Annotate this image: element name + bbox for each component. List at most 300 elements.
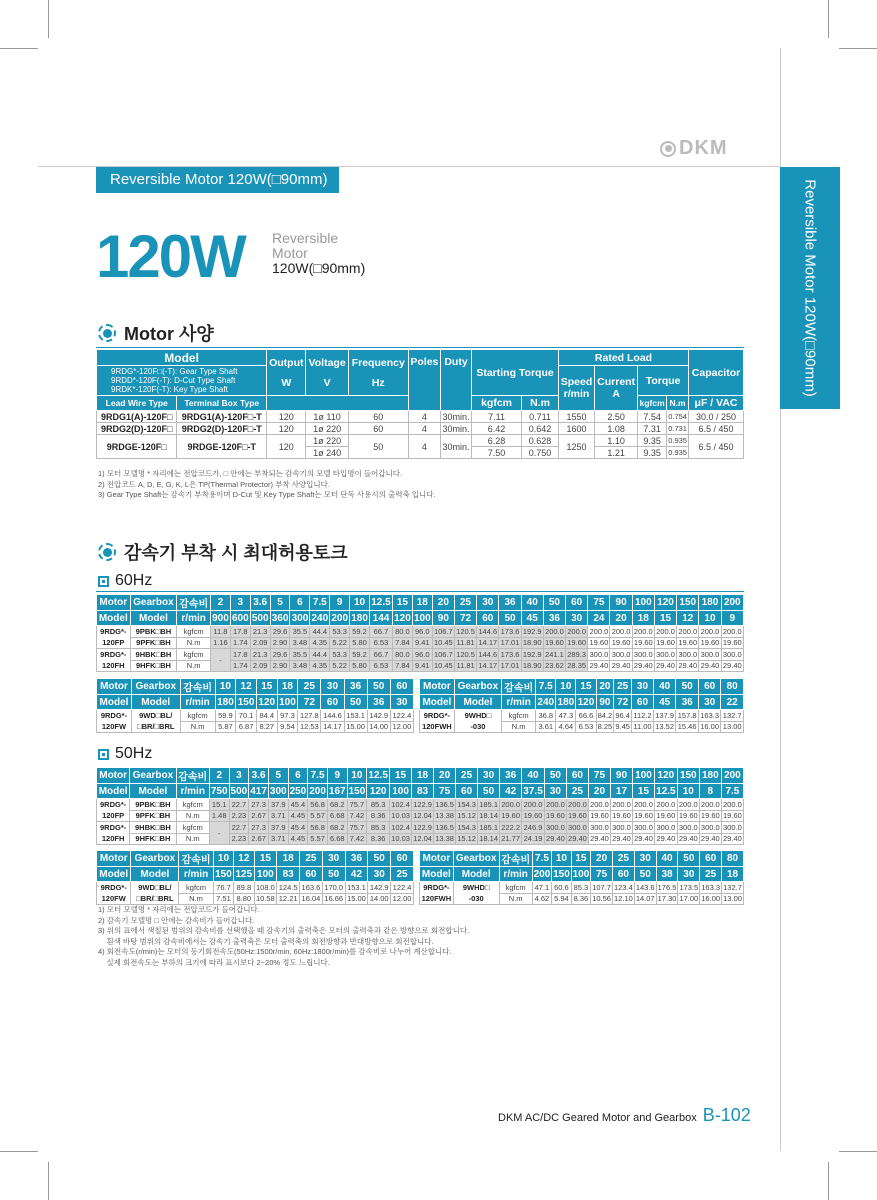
th-rpm-value: 12 [677, 611, 699, 626]
cell: 96.4 [615, 710, 630, 720]
th-rpm-value: 200 [331, 612, 349, 624]
cell: 10.45 [433, 638, 453, 648]
th-ratio-value: 18 [412, 595, 432, 611]
th-ratio-value: 36 [499, 595, 521, 611]
gearbox-model: 9PBK□BH [130, 799, 176, 811]
th-ratio-value: 25 [454, 595, 476, 611]
cell: 59.2 [350, 649, 370, 661]
cell: 137.9 [655, 710, 675, 720]
cell: 17.30 [657, 894, 677, 904]
crop-mark [839, 48, 877, 49]
cell: 200.0 [545, 626, 564, 636]
cell: 59.9 [215, 710, 236, 722]
th-ratio-value: 15 [254, 851, 277, 867]
th-rpm-value: 167 [328, 785, 346, 797]
cell: 8.80 [234, 893, 254, 905]
cell: 37.9 [268, 822, 288, 834]
th-ratio-value: 10 [556, 679, 576, 695]
cell: 246.9 [523, 822, 543, 832]
table-row [97, 637, 744, 649]
cell: 124.5 [278, 882, 298, 892]
cell: 10.45 [433, 661, 453, 671]
th-poles: Poles [408, 350, 440, 411]
cell: 29.40 [656, 834, 676, 844]
cell: 300.0 [589, 649, 609, 659]
th-ratio-value: 12.5 [369, 595, 392, 611]
th-motor: Motor [97, 595, 131, 611]
cell: 19.60 [722, 638, 742, 648]
cell: 13.38 [435, 811, 454, 821]
cell: 144.6 [321, 710, 344, 722]
cell: 10.03 [391, 811, 410, 821]
cell: 3.71 [268, 833, 288, 845]
cell: 15.12 [457, 811, 476, 821]
gearbox-model: 9PFK□BH [130, 810, 176, 822]
th-ratio: 감속비 [176, 768, 209, 784]
cell: 22.7 [229, 822, 249, 834]
cell: 14.17 [478, 638, 498, 648]
th-rpm-value: 180 [351, 612, 368, 624]
th-ratio-value: 100 [632, 595, 654, 611]
cell: 47.1 [532, 882, 552, 894]
cell: 300.0 [590, 822, 609, 832]
cell: 153.1 [347, 882, 366, 892]
cell: 19.60 [700, 638, 720, 648]
th-duty: Duty [440, 350, 471, 411]
th-rpm-value: 200 [533, 868, 551, 880]
th-rpm-value: 120 [258, 696, 276, 708]
th-ratio-value: 25 [300, 851, 323, 867]
cell: 5.57 [308, 810, 328, 822]
cell: 143.6 [635, 882, 655, 892]
cell: 123.4 [614, 882, 633, 892]
unit-kgfcm: kgfcm [180, 710, 215, 722]
cell: 19.60 [700, 811, 720, 821]
cell: 56.8 [308, 799, 328, 811]
cell: 6.53 [369, 637, 392, 649]
cell: 17.8 [230, 626, 250, 638]
cell: 8.36 [571, 893, 591, 905]
th-rpm-value: 100 [254, 867, 277, 882]
cell: 106.7 [433, 649, 453, 659]
cell: 153.1 [344, 710, 367, 722]
cell: 11.81 [456, 638, 475, 648]
table-row [97, 799, 744, 811]
cell: 22.7 [229, 799, 249, 811]
gearbox-model: 9WHD□ -030 [453, 882, 499, 905]
cell: 16.00 [700, 722, 720, 732]
th-ratio-value: 30 [632, 679, 654, 695]
th-rpm-value: 30 [368, 867, 391, 882]
cell: 4.62 [532, 893, 552, 905]
th-ratio: 감속비 [502, 679, 536, 695]
th-lead-wire: Lead Wire Type [97, 396, 177, 411]
cell: 19.60 [568, 811, 587, 821]
th-rpm-value: 250 [289, 785, 307, 797]
th-model: Model [97, 784, 130, 799]
cell: 12.53 [298, 721, 321, 733]
unit-nm: N.m [180, 721, 215, 733]
cell: 13.52 [655, 722, 675, 732]
th-torque: Torque [638, 366, 689, 396]
note: 2) 감속기 모델명 □ 안에는 감속비가 들어갑니다. [98, 915, 255, 925]
th-ratio-value: 150 [677, 595, 699, 611]
th-rpm-value: 30 [678, 867, 700, 882]
th-ratio-value: 30 [322, 851, 345, 867]
cell: 45.4 [288, 822, 308, 834]
cell: 300.0 [722, 649, 742, 659]
cell: 106.7 [433, 626, 453, 636]
th-rpm-value: 10 [677, 784, 699, 799]
th-rpm-value: 60 [632, 695, 654, 710]
torque-notes [98, 905, 469, 968]
th-rpm-value: 45 [653, 695, 676, 710]
th-model: Model [420, 867, 454, 882]
th-ratio-value: 25 [298, 679, 321, 695]
cell: 80.0 [392, 626, 412, 638]
motor-model: 9RDG*- 120FW [97, 882, 131, 905]
th-ratio-value: 25 [614, 679, 632, 695]
th-rpm-value: 30 [698, 695, 721, 710]
cell: 15.00 [344, 721, 367, 733]
section-bullet-icon [98, 543, 116, 561]
cell: 29.40 [612, 834, 631, 844]
th-ratio-value: 10 [215, 679, 236, 695]
cell: 19.60 [523, 811, 543, 821]
cell: 68.2 [327, 799, 347, 811]
th-ratio-value: 25 [613, 851, 635, 867]
th-st-nm: N.m [522, 396, 559, 411]
th-rpm-value: 144 [369, 611, 392, 626]
cell: 19.60 [590, 811, 609, 821]
motor-model: 9RDG*- 120FW [97, 710, 132, 733]
unit-nm: N.m [499, 893, 532, 905]
cell: 120.5 [456, 626, 475, 636]
th-motor: Motor [97, 679, 132, 695]
th-rpm-value: 180 [557, 696, 575, 708]
torque-table-fw [96, 678, 414, 733]
th-ratio-value: 7.5 [308, 768, 328, 784]
cell: 17.01 [500, 638, 520, 648]
unit-nm: N.m [176, 810, 209, 822]
dkm-logo-icon [660, 141, 676, 157]
th-rpm-value: 150 [215, 868, 232, 880]
unit-kgfcm: kgfcm [176, 799, 209, 811]
cell: 27.3 [249, 822, 269, 834]
th-rpm-value: 180 [217, 696, 234, 708]
torque-title: 감속기 부착 시 최대허용토크 [124, 543, 348, 563]
cell: 17.8 [230, 649, 250, 661]
unit-nm: N.m [176, 833, 209, 845]
cell: 19.60 [656, 638, 675, 648]
cell: 29.40 [678, 834, 698, 844]
cell: 4.64 [556, 721, 576, 733]
cell: 200.0 [700, 799, 720, 809]
side-tab [780, 167, 840, 409]
torque-table-main [96, 594, 744, 672]
th-rpm-value: 50 [322, 867, 345, 882]
th-motor: Motor [420, 679, 455, 695]
cell: 56.8 [308, 822, 328, 834]
th-rpm: r/min [177, 611, 211, 626]
spec-row: 9RDG2(D)-120F□ 9RDG2(D)-120F□-T 120 1ø 220 60 4 30min. 6.42 0.642 1600 1.08 7.31 0.731 6.5 / 450 [97, 423, 744, 435]
cell: 3.48 [290, 637, 310, 649]
cell: 29.40 [546, 834, 565, 844]
th-ratio-value: 12 [234, 851, 254, 867]
cell: 15.00 [347, 894, 366, 904]
spec-heading [98, 320, 214, 346]
th-rpm-value: 15 [654, 611, 676, 626]
motor-model: 9RDG*- 120FWH [420, 710, 455, 733]
section-bullet-icon [98, 324, 116, 342]
cell: 5.94 [552, 893, 572, 905]
crop-mark [48, 0, 49, 38]
cell: 200.0 [656, 626, 675, 636]
unit-kgfcm: kgfcm [177, 626, 211, 638]
th-ratio-value: 200 [721, 768, 743, 784]
th-model: Model [97, 867, 131, 882]
cell: 29.6 [270, 649, 290, 661]
table-row [97, 649, 744, 661]
cell: 10.58 [256, 894, 275, 904]
th-rpm-value: 9 [721, 611, 743, 626]
cell: 9.54 [277, 721, 298, 733]
th-rpm-value: 300 [269, 785, 287, 797]
cell: 200.0 [678, 799, 698, 809]
th-rpm-value: 600 [231, 612, 249, 624]
gearbox-model: 9WD□BL/ □BR/□BRL [131, 710, 180, 733]
gearbox-model: 9HBK□BH [130, 649, 177, 661]
cell: 53.3 [330, 626, 350, 638]
cell: 142.9 [367, 710, 390, 722]
cell: 200.0 [722, 626, 742, 636]
th-ratio-value: 20 [434, 768, 456, 784]
th-rpm-value: 50 [634, 867, 656, 882]
cell: 29.40 [633, 661, 653, 671]
hero-subtitle [272, 231, 365, 276]
th-ratio-value: 180 [699, 768, 721, 784]
cell: 173.6 [500, 649, 520, 659]
th-rpm-value: 120 [577, 696, 595, 708]
cell: 19.60 [656, 811, 676, 821]
cell: 10.03 [391, 834, 410, 844]
th-rpm-value: 240 [311, 612, 329, 624]
motor-model: 9RDG*- 120FH [97, 649, 131, 672]
cell: 3.71 [268, 810, 288, 822]
cell: 16.04 [301, 894, 321, 904]
cell: 1.16 [210, 637, 230, 649]
th-rpm-value: 83 [277, 867, 300, 882]
cell: 37.9 [268, 799, 288, 811]
cell: 60.6 [552, 882, 572, 894]
cell: 19.60 [723, 811, 742, 821]
cell: 59.2 [350, 626, 370, 638]
th-ratio-value: 80 [721, 679, 744, 695]
th-ratio-value: 120 [654, 595, 676, 611]
cell: 13.00 [722, 722, 742, 732]
torque-table-fwh [419, 850, 744, 905]
cell: 300.0 [678, 822, 698, 832]
note: 흰색 바탕 범위의 감속비에서는 감속기 출력축은 모터 출력축의 회전방향과 반대방향으로 회전합니다. [98, 936, 434, 946]
cell: 200.0 [612, 799, 631, 809]
cell: 1.74 [230, 637, 250, 649]
th-gearbox: Gearbox [130, 768, 176, 784]
cell: 85.3 [571, 882, 591, 894]
cell: 154.3 [457, 799, 476, 809]
th-motor: Motor [97, 768, 130, 784]
cell: 7.84 [392, 660, 412, 672]
th-ratio-value: 50 [367, 679, 390, 695]
cell: 2.67 [249, 810, 269, 822]
th-ratio-value: 150 [677, 768, 699, 784]
th-rpm-value: 25 [700, 867, 722, 882]
th-ratio-value: 2 [210, 595, 230, 611]
cell: 10.56 [592, 894, 611, 904]
cell: 289.3 [567, 649, 587, 659]
th-ratio-value: 75 [588, 595, 610, 611]
th-ratio-value: 60 [566, 768, 588, 784]
cell: 18.14 [479, 811, 498, 821]
th-speed: Speed r/min [558, 366, 594, 411]
th-rpm-value: 150 [553, 868, 570, 880]
cell: 107.7 [592, 882, 611, 892]
th-ratio-value: 15 [256, 679, 277, 695]
th-rpm-value: 30 [544, 784, 566, 799]
th-rpm: r/min [179, 867, 214, 882]
table-row [97, 626, 744, 638]
footer-text: DKM AC/DC Geared Motor and Gearbox [498, 1112, 697, 1124]
th-rpm-value: 38 [656, 867, 678, 882]
th-ratio-value: 3 [230, 595, 250, 611]
cell: 2.23 [229, 810, 249, 822]
cell: 84.2 [597, 710, 613, 720]
th-rpm-value: 15 [632, 784, 654, 799]
cell: 19.60 [633, 638, 653, 648]
page-footer [498, 1105, 751, 1126]
cell: 200.0 [590, 799, 609, 809]
th-ratio-value: 30 [634, 851, 656, 867]
cell: 132.7 [723, 882, 742, 892]
crop-mark [839, 1151, 877, 1152]
th-ratio-value: 30 [477, 595, 499, 611]
th-ratio-value: 6 [288, 768, 308, 784]
gearbox-model: 9HFK□BH [130, 660, 177, 672]
th-ratio-value: 60 [391, 851, 414, 867]
cell: 29.40 [590, 834, 609, 844]
motor-model: 9RDG*- 120FH [97, 822, 130, 845]
cell: 21.3 [250, 649, 270, 661]
th-ratio-value: 36 [345, 851, 368, 867]
th-terminal-box: Terminal Box Type [177, 396, 267, 411]
cell: 127.8 [298, 710, 321, 722]
cell: 176.5 [657, 882, 677, 892]
cell: 11.00 [633, 722, 652, 732]
th-rpm-value: 150 [237, 696, 255, 708]
th-gearbox: Gearbox [131, 851, 179, 867]
th-rpm-value: 500 [251, 612, 269, 624]
cell: 75.7 [347, 799, 367, 811]
th-ratio-value: 15 [576, 679, 596, 695]
cell: 66.7 [369, 649, 392, 661]
hero-wattage: 120W [96, 223, 245, 290]
cell: 44.4 [310, 649, 330, 661]
table-row [97, 882, 414, 894]
cell: 1.74 [230, 660, 250, 672]
cell: 29.40 [700, 661, 720, 671]
th-ratio-value: 90 [610, 768, 632, 784]
cell: 122.4 [391, 882, 414, 894]
cell: 27.3 [249, 799, 269, 811]
hero-line: 120W(□90mm) [272, 260, 366, 276]
cell: 157.8 [677, 710, 697, 720]
cell: 85.3 [367, 822, 390, 834]
th-rpm-value: 83 [412, 784, 434, 799]
th-ratio-value: 40 [522, 768, 545, 784]
th-ratio-value: 40 [521, 595, 543, 611]
cell: 185.1 [479, 822, 498, 832]
th-rpm: r/min [180, 695, 215, 710]
gearbox-model: 9WHD□ -030 [454, 710, 501, 733]
cell: 12.21 [278, 894, 298, 904]
th-rpm-value: 18 [722, 867, 744, 882]
th-ratio-value: 30 [478, 768, 500, 784]
th-ratio-value: 7.5 [310, 595, 330, 611]
cell: 120.5 [456, 649, 475, 659]
cell: 185.1 [479, 799, 498, 809]
th-output: Output W [267, 350, 306, 396]
torque-table-main [96, 767, 744, 845]
unit-kgfcm: kgfcm [502, 710, 536, 722]
cell: 102.4 [391, 822, 410, 832]
th-rpm-value: 36 [676, 695, 699, 710]
gearbox-model: 9HBK□BH [130, 822, 176, 834]
cell: 35.5 [290, 626, 310, 638]
th-rpm-value: 36 [543, 611, 565, 626]
th-model: Model [131, 867, 179, 882]
th-rpm-value: 60 [321, 695, 344, 710]
th-model: Model [97, 611, 131, 626]
cell: 6.68 [327, 810, 347, 822]
cell: 29.6 [270, 626, 290, 638]
cell: 89.8 [234, 882, 254, 894]
cell: 200.0 [501, 799, 521, 809]
unit-kgfcm: kgfcm [499, 882, 532, 894]
cell: 300.0 [656, 822, 676, 832]
cell: 112.2 [633, 710, 652, 720]
th-ratio-value: 7.5 [536, 679, 556, 695]
cell: 7.42 [347, 833, 367, 845]
cell: 8.27 [256, 721, 277, 733]
th-ratio-value: 36 [344, 679, 367, 695]
square-bullet-icon [98, 749, 109, 760]
section-title-bar: Reversible Motor 120W(□90mm) [96, 167, 339, 193]
th-ratio-value: 10 [350, 595, 370, 611]
hz60-heading: 60Hz [98, 572, 152, 590]
cell: 300.0 [568, 822, 587, 832]
cell: 96.0 [412, 649, 432, 661]
dkm-logo [660, 137, 728, 160]
table-row [420, 882, 744, 894]
cell: 200.0 [656, 799, 676, 809]
th-model: Model [453, 867, 499, 882]
th-rpm: r/min [176, 784, 209, 799]
cell: 2.09 [250, 660, 270, 672]
cell: 3.48 [290, 660, 310, 672]
th-rpm-value: 60 [456, 784, 478, 799]
th-rpm-value: 75 [591, 867, 613, 882]
square-bullet-icon [98, 576, 109, 587]
cell: 222.2 [501, 822, 521, 832]
